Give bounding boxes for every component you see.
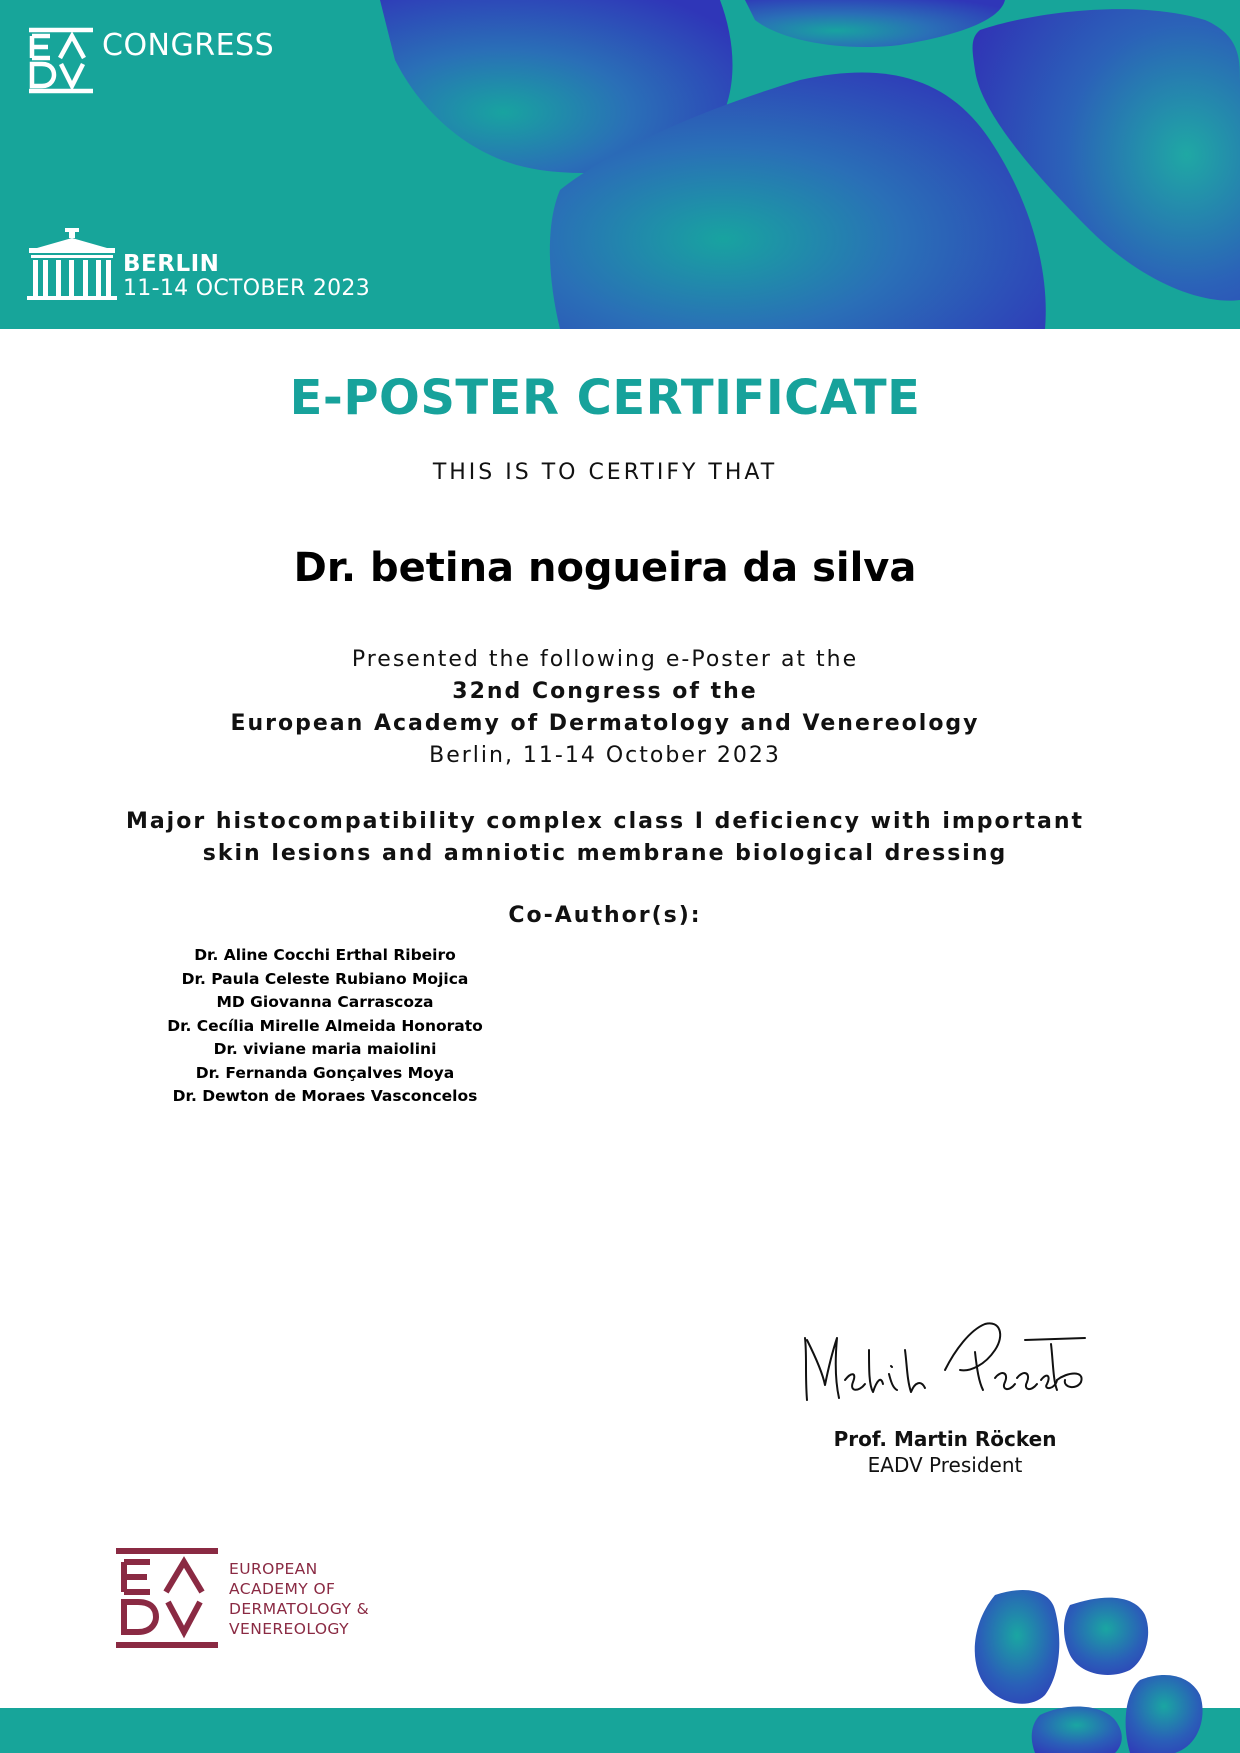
signatory-name: Prof. Martin Röcken bbox=[833, 1427, 1057, 1451]
coauthor-item: Dr. Cecília Mirelle Almeida Honorato bbox=[167, 1016, 483, 1035]
academy-line: European Academy of Dermatology and Venereology bbox=[230, 711, 980, 736]
signatory-role: EADV President bbox=[867, 1453, 1023, 1477]
poster-title-line-2: skin lesions and amniotic membrane biological dressing bbox=[202, 841, 1008, 866]
coauthor-item: MD Giovanna Carrascoza bbox=[216, 993, 434, 1011]
city-label: BERLIN bbox=[123, 251, 220, 277]
congress-line: 32nd Congress of the bbox=[452, 679, 758, 704]
coauthor-item: Dr. Paula Celeste Rubiano Mojica bbox=[181, 969, 469, 988]
coauthor-item: Dr. Aline Cocchi Erthal Ribeiro bbox=[194, 946, 456, 964]
header-banner bbox=[0, 0, 1240, 329]
academy-name-line: EUROPEAN bbox=[229, 1560, 318, 1578]
academy-name-text bbox=[229, 1559, 369, 1639]
eadv-academy-logo bbox=[116, 1548, 218, 1648]
eadv-logo bbox=[26, 26, 96, 94]
academy-name-line: VENEREOLOGY bbox=[229, 1620, 349, 1638]
congress-dates: 11-14 OCTOBER 2023 bbox=[123, 276, 371, 301]
presented-text: Presented the following e-Poster at the bbox=[351, 647, 859, 672]
footer-cell-artwork bbox=[965, 1585, 1240, 1753]
location-line: Berlin, 11-14 October 2023 bbox=[429, 743, 781, 768]
coauthor-list bbox=[140, 944, 510, 1109]
coauthor-item: Dr. Dewton de Moraes Vasconcelos bbox=[172, 1087, 478, 1105]
coauthors-heading: Co-Author(s): bbox=[508, 903, 702, 928]
president-signature bbox=[795, 1310, 1095, 1410]
coauthor-item: Dr. viviane maria maiolini bbox=[213, 1040, 437, 1058]
recipient-name: Dr. betina nogueira da silva bbox=[293, 545, 917, 591]
certificate-title: E-POSTER CERTIFICATE bbox=[289, 370, 921, 426]
certify-statement: THIS IS TO CERTIFY THAT bbox=[432, 460, 778, 485]
academy-name-line: DERMATOLOGY & bbox=[229, 1600, 370, 1618]
coauthor-item: Dr. Fernanda Gonçalves Moya bbox=[195, 1063, 455, 1082]
brandenburg-gate-icon bbox=[27, 228, 117, 300]
poster-title-line-1: Major histocompatibility complex class I deficiency with important bbox=[125, 809, 1085, 834]
poster-title bbox=[0, 806, 1210, 870]
congress-wordmark: CONGRESS bbox=[102, 28, 275, 63]
academy-name-line: ACADEMY OF bbox=[229, 1580, 336, 1598]
